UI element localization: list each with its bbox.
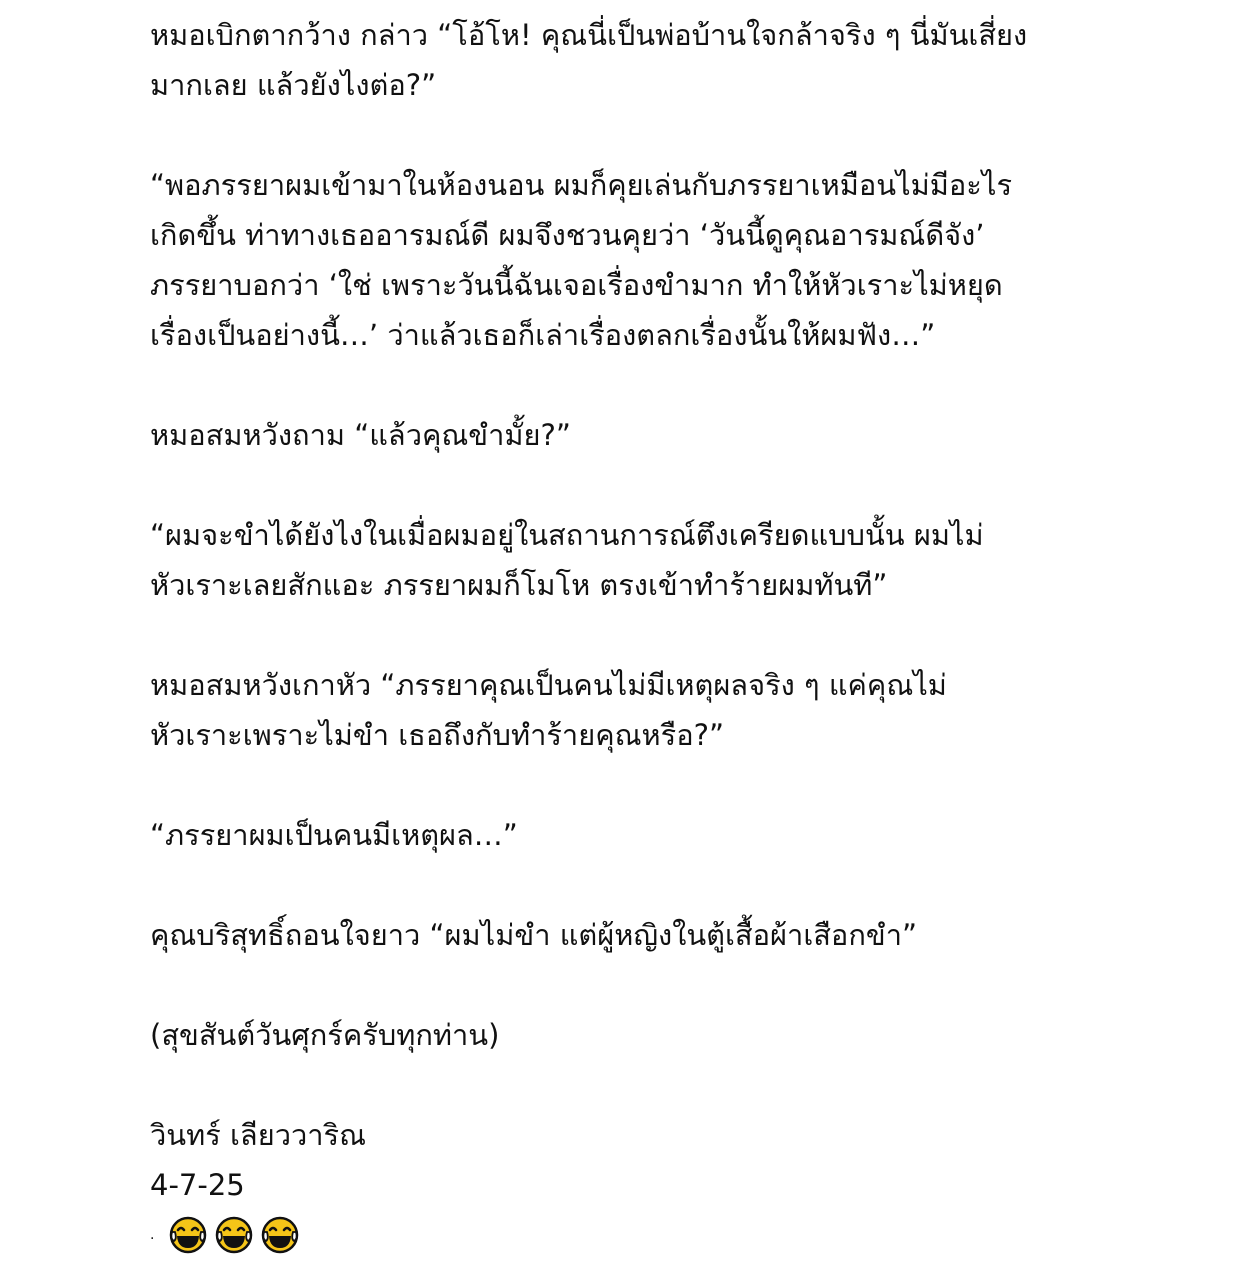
laughing-tears-icon (168, 1215, 208, 1255)
paragraph-7 (150, 910, 1210, 960)
author-name: วินทร์ เลียววาริณ (150, 1118, 367, 1152)
text-line: “ภรรยาผมเป็นคนมีเหตุผล…” (150, 818, 518, 852)
paragraph-6 (150, 810, 1210, 860)
text-line: หมอสมหวังถาม “แล้วคุณขำมั้ย?” (150, 418, 571, 452)
post-date: 4-7-25 (150, 1168, 245, 1202)
paragraph-8 (150, 1010, 1210, 1060)
laughing-tears-icon (260, 1215, 300, 1255)
text-line: ภรรยาบอกว่า ‘ใช่ เพราะวันนี้ฉันเจอเรื่องขำมาก ทำให้หัวเราะไม่หยุด (150, 268, 1003, 302)
document-body (150, 10, 1210, 1260)
paragraph-3 (150, 410, 1210, 460)
text-line: “ผมจะขำได้ยังไงในเมื่อผมอยู่ในสถานการณ์ตึงเครียดแบบนั้น ผมไม่ (150, 518, 984, 552)
text-line: หัวเราะเพราะไม่ขำ เธอถึงกับทำร้ายคุณหรือ?” (150, 718, 725, 752)
text-line: คุณบริสุทธิ์ถอนใจยาว “ผมไม่ขำ แต่ผู้หญิงในตู้เสื้อผ้าเสือกขำ” (150, 918, 918, 952)
text-line: หมอสมหวังเกาหัว “ภรรยาคุณเป็นคนไม่มีเหตุผลจริง ๆ แค่คุณไม่ (150, 668, 947, 702)
signature-block (150, 1110, 1210, 1260)
text-line: (สุขสันต์วันศุกร์ครับทุกท่าน) (150, 1018, 500, 1052)
leading-dot: . (150, 1227, 155, 1243)
paragraph-1 (150, 10, 1210, 110)
text-line: มากเลย แล้วยังไงต่อ?” (150, 68, 437, 102)
laughing-tears-icon (214, 1215, 254, 1255)
emoji-row (150, 1210, 1210, 1260)
text-line: “พอภรรยาผมเข้ามาในห้องนอน ผมก็คุยเล่นกับภรรยาเหมือนไม่มีอะไร (150, 168, 1013, 202)
text-line: หมอเบิกตากว้าง กล่าว “โอ้โห! คุณนี่เป็นพ่อบ้านใจกล้าจริง ๆ นี่มันเสี่ยง (150, 18, 1028, 52)
text-line: เรื่องเป็นอย่างนี้…’ ว่าแล้วเธอก็เล่าเรื่องตลกเรื่องนั้นให้ผมฟัง…” (150, 318, 936, 352)
paragraph-2 (150, 160, 1210, 360)
text-line: เกิดขึ้น ท่าทางเธออารมณ์ดี ผมจึงชวนคุยว่า ‘วันนี้ดูคุณอารมณ์ดีจัง’ (150, 218, 985, 252)
paragraph-4 (150, 510, 1210, 610)
text-line: หัวเราะเลยสักแอะ ภรรยาผมก็โมโห ตรงเข้าทำร้ายผมทันที” (150, 568, 888, 602)
paragraph-5 (150, 660, 1210, 760)
